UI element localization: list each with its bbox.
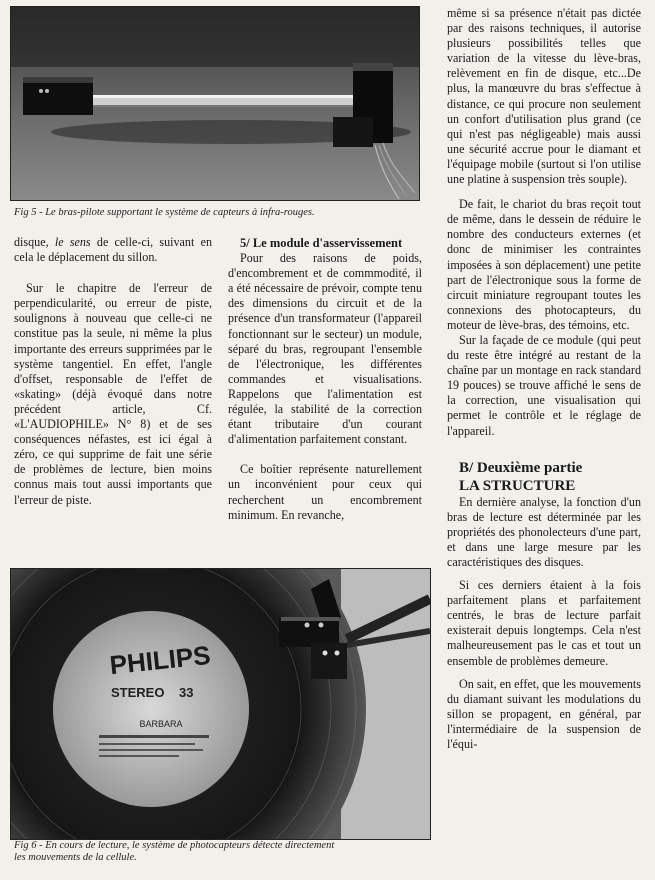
column-middle <box>228 236 422 523</box>
fig6-caption <box>14 840 429 864</box>
right-paragraph-5: Si ces derniers étaient à la fois parfaitement plans et parfaitement centrés, le bras de lecture parfait existerait depuis longtemps. Cela n'est malheureusement pas le cas et tout un ensemble de problèmes demeure. <box>447 578 641 668</box>
section-heading-module: 5/ Le module d'asservissement <box>240 236 403 250</box>
fig6-caption-line1: Fig 6 - En cours de lecture, le système de photocapteurs détecte directement <box>14 840 335 851</box>
left-paragraph-1 <box>14 235 212 265</box>
right-paragraph-3: Sur la façade de ce module (qui peut du reste être intégré au restant de la chaîne par un montage en rack standard 19 pouces) se trouve affiché le sens de la correction, une visualisation qui permet le contrôle et le réglage de l'appareil. <box>447 332 641 438</box>
right-paragraph-2: De fait, le chariot du bras reçoit tout de même, dans le dessein de réduire le nombre des conducteurs externes (et donc de minimiser les contraintes imposées à son déplacement) une petite part de l'électronique sous la forme de circuit miniature regroupant toutes les connexions des photocapteurs, du moteur de lève-bras, des témoins, etc. <box>447 197 641 332</box>
left-paragraph-2: Sur le chapitre de l'erreur de perpendicularité, ou erreur de piste, soulignons à nouveau que celle-ci ne constitue pas la seule, ni même la plus importante des erreurs supprimées par le système tangentiel. En effet, l'angle d'offset, responsable de l'effet de «skating» (déjà évoqué dans notre précédent article, Cf. «L'AUDIOPHILE» N° 8) et de ses conséquences néfastes, est ici égal à zéro, ce qui supprime de fait une série de problèmes de lecture, bien moins connus mais tout aussi importants que l'erreur de piste. <box>14 281 212 507</box>
fig6-photo <box>10 568 431 840</box>
column-left <box>14 235 212 508</box>
pilot-arm-image <box>11 7 419 200</box>
right-paragraph-1: même si sa présence n'était pas dictée par des raisons techniques, il autorise plusieurs possibilités telles que variation de la vitesse du lève-bras, relèvement en fin de disque, etc...De plus, la manœuvre du bras s'effectue à distance, ce qui procure non seulement un confort d'utilisation plus grand (ce qui n'est pas négligeable) mais aussi une sécurité accrue pour le diamant et l'équipage mobile (surtout si l'on utilise une platine à suspension très souple). <box>447 6 641 187</box>
fig5-caption: Fig 5 - Le bras-pilote supportant le système de capteurs à infra-rouges. <box>14 207 315 218</box>
record-playing-image <box>11 569 430 839</box>
fig5-photo <box>10 6 420 201</box>
left-p1-text-b: de celle-ci, suivant en cela le déplacement du sillon. <box>14 235 212 265</box>
label-number: 33 <box>179 685 194 700</box>
left-p1-emphasis: le sens <box>54 235 91 249</box>
label-brand: PHILIPS <box>108 639 212 681</box>
label-stereo: STEREO <box>111 685 165 700</box>
middle-paragraph-1: Pour des raisons de poids, d'encombrement et de commmodité, il a été nécessaire de prévoir, compte tenu des dimensions du circuit et de la présence d'un transformateur (l'appareil fonctionnant sur le secteur) un module, séparé du bras, regroupant l'ensemble de l'électronique, les différentes commandes et visualisations. Rappelons que l'alimentation est régulée, la stabilité de la correction étant tributaire d'un courant d'alimentation parfaitement constant. <box>228 251 422 447</box>
column-right <box>447 6 641 752</box>
left-p1-text-a: disque, <box>14 235 55 249</box>
section-title: B/ Deuxième partie <box>459 459 583 476</box>
fig6-caption-line2: les mouvements de la cellule. <box>14 852 137 863</box>
section-subtitle: LA STRUCTURE <box>459 477 576 494</box>
right-paragraph-4: En dernière analyse, la fonction d'un bras de lecture est déterminée par les propriétés des phonolecteurs d'une part, et dans une large mesure par les caractéristiques des disques. <box>447 494 641 569</box>
right-paragraph-6: On sait, en effet, que les mouvements du diamant suivant les modulations du sillon se propagent, en général, par l'intermédiaire de la suspension de l'équi- <box>447 676 641 752</box>
middle-paragraph-2: Ce boîtier représente naturellement un inconvénient pour ceux qui recherchent un encombrement minimum. En revanche, <box>228 462 422 522</box>
label-title: BARBARA <box>139 719 183 729</box>
